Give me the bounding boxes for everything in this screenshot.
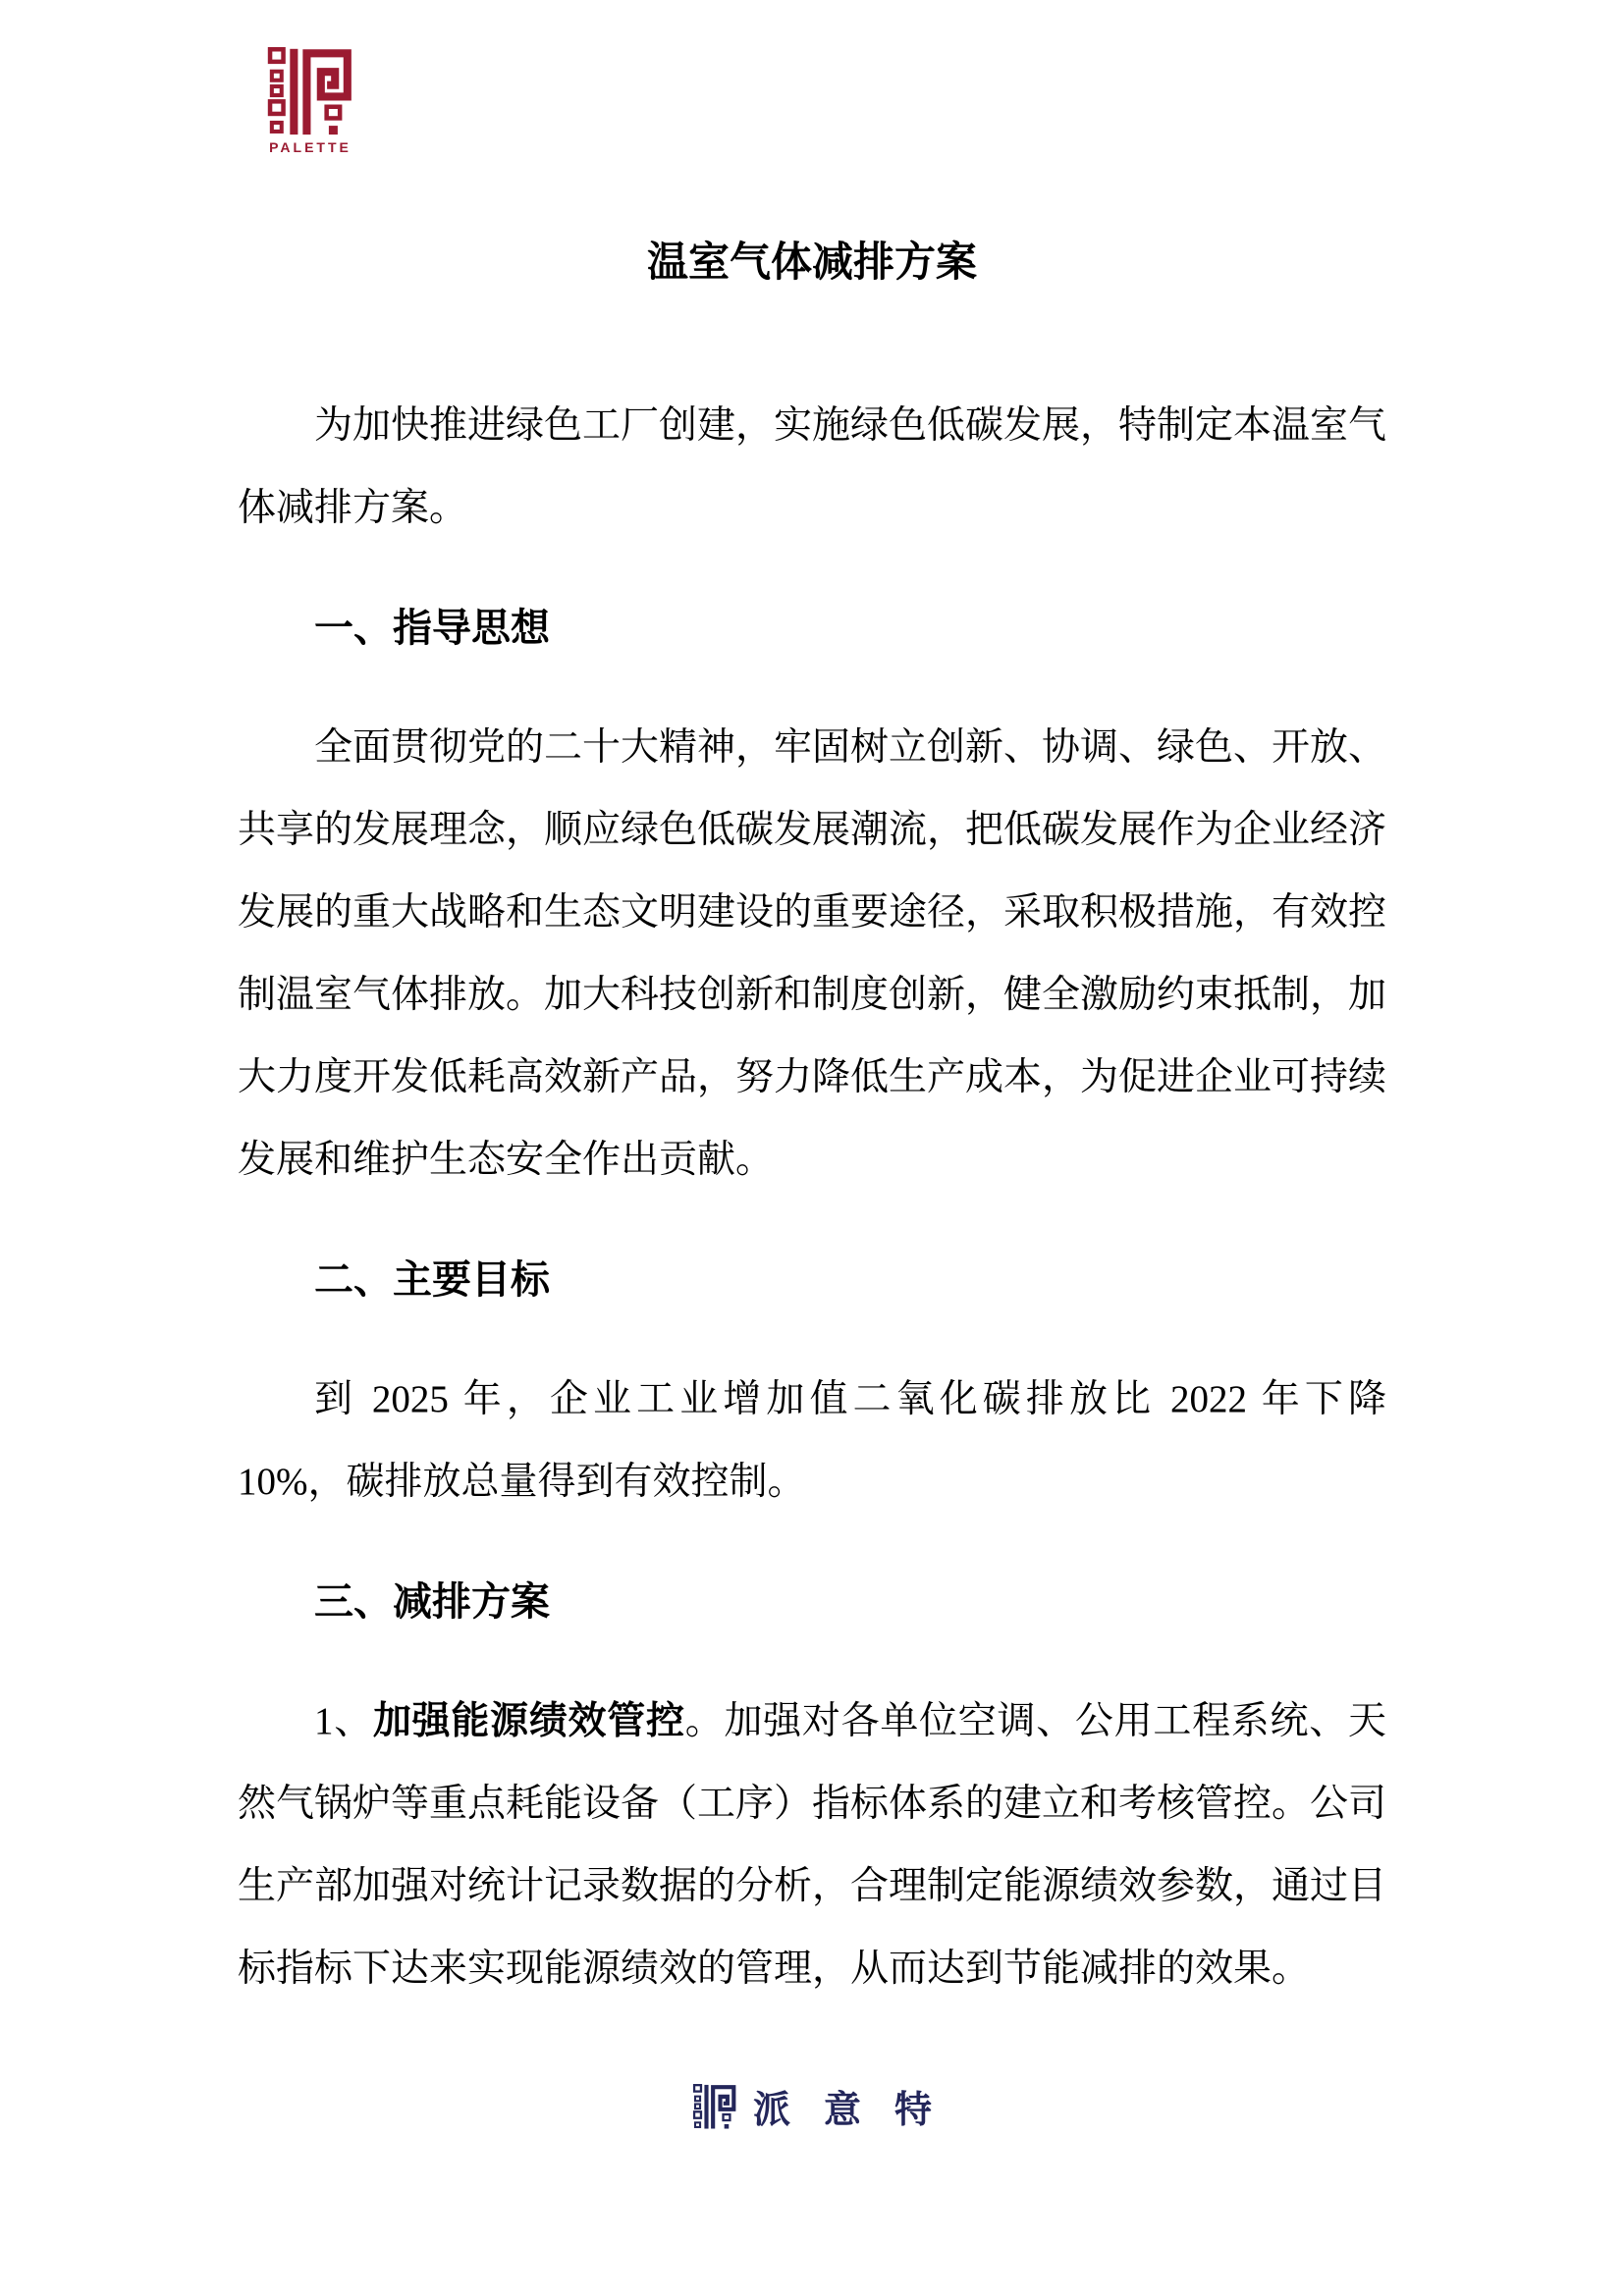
section-2-heading: 二、主要目标 (314, 1258, 550, 1302)
document-content (238, 232, 1386, 2048)
section-1-heading: 一、指导思想 (314, 607, 550, 650)
palette-logo-icon (266, 45, 354, 137)
header-brand (261, 45, 359, 155)
intro-paragraph: 为加快推进绿色工厂创建，实施绿色低碳发展，特制定本温室气体减排方案。 (238, 404, 1387, 529)
section-3-paragraph (238, 1681, 1386, 2010)
item-number: 1、 (314, 1700, 373, 1742)
item-title: 加强能源绩效管控 (372, 1700, 685, 1742)
footer-wordmark: 派意特 (752, 2090, 965, 2131)
item-body: 。加强对各单位空调、公用工程系统、天然气锅炉等重点耗能设备（工序）指标体系的建立和考核管控。公司生产部加强对统计记录数据的分析，合理制定能源绩效参数，通过目标指标下达来实现能源绩效的管理，从而达到节能减排的效果。 (238, 1700, 1387, 1990)
footer-brand (0, 2079, 1624, 2133)
footer-logo-icon (692, 2083, 737, 2130)
palette-wordmark: PALETTE (269, 139, 352, 155)
document-title: 温室气体减排方案 (646, 240, 977, 286)
section-1-paragraph: 全面贯彻党的二十大精神，牢固树立创新、协调、绿色、开放、共享的发展理念，顺应绿色低碳发展潮流，把低碳发展作为企业经济发展的重大战略和生态文明建设的重要途径，采取积极措施，有效控制温室气体排放。加大科技创新和制度创新，健全激励约束抵制，加大力度开发低耗高效新产品，努力降低生产成本，为促进企业可持续发展和维护生态安全作出贡献。 (238, 726, 1387, 1181)
section-3-heading: 三、减排方案 (314, 1580, 550, 1624)
section-2-paragraph: 到 2025 年，企业工业增加值二氧化碳排放比 2022 年下降 10%，碳排放总量得到有效控制。 (238, 1378, 1386, 1503)
